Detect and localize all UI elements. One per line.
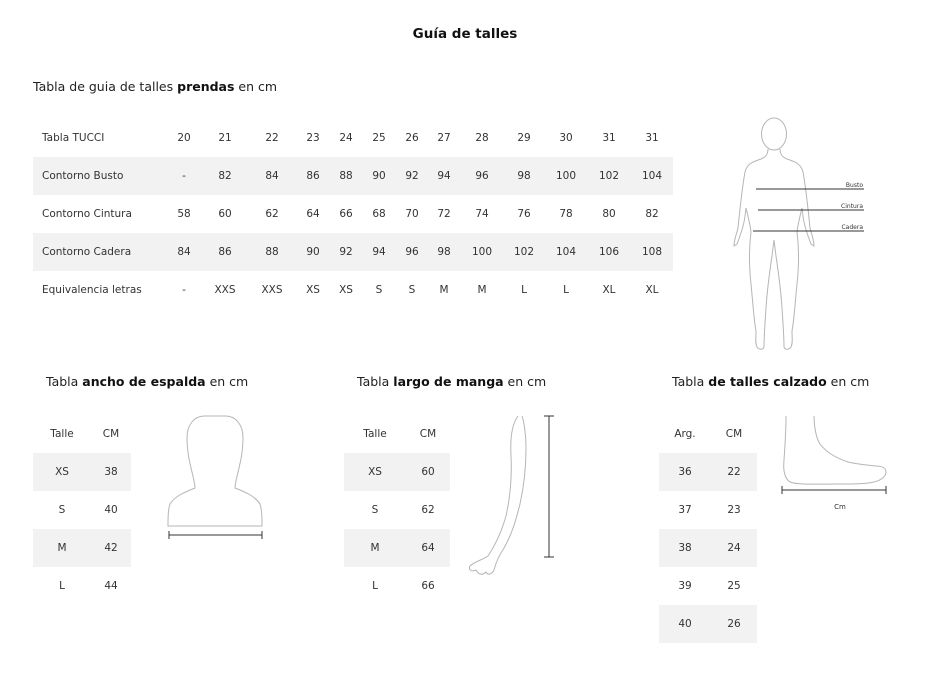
- table-cell: 88: [265, 246, 279, 258]
- table-cell: 82: [218, 170, 232, 182]
- table-cell: XXS: [214, 284, 236, 296]
- column-header: Talle: [50, 428, 74, 440]
- column-header: CM: [419, 428, 437, 440]
- garments-heading-prefix: Tabla de guia de talles: [33, 79, 178, 94]
- table-cell: 70: [405, 208, 419, 220]
- table-cell: S: [408, 284, 416, 296]
- table-cell: 31: [602, 132, 616, 144]
- body-outline-right: [774, 149, 814, 349]
- table-cell: 20: [177, 132, 191, 144]
- table-cell: XS: [55, 466, 69, 478]
- table-cell: 82: [645, 208, 659, 220]
- table-cell: 104: [641, 170, 663, 182]
- table-cell: 86: [218, 246, 232, 258]
- column-header: CM: [102, 428, 120, 440]
- table-cell: 37: [678, 504, 692, 516]
- shoulders-figure: [165, 412, 265, 542]
- table-cell: 22: [265, 132, 279, 144]
- foot-outline: [784, 416, 886, 484]
- table-cell: -: [182, 284, 186, 296]
- table-cell: XXS: [261, 284, 283, 296]
- table-cell: 30: [559, 132, 573, 144]
- table-cell: 38: [104, 466, 118, 478]
- table-row: [33, 233, 673, 271]
- shoe-sizes-heading-prefix: Tabla: [672, 374, 709, 389]
- shoe-sizes-table: [659, 415, 757, 643]
- table-cell: 25: [727, 580, 741, 592]
- table-cell: 27: [437, 132, 451, 144]
- arm-outline: [469, 416, 526, 574]
- table-cell: 96: [405, 246, 419, 258]
- table-cell: 40: [104, 504, 118, 516]
- table-cell: 60: [421, 466, 435, 478]
- table-row: [344, 567, 450, 605]
- table-cell: 68: [372, 208, 386, 220]
- table-cell: 40: [678, 618, 692, 630]
- shoe-sizes-heading-suffix: en cm: [826, 374, 870, 389]
- table-cell: 64: [306, 208, 320, 220]
- table-cell: 24: [727, 542, 741, 554]
- table-row: [659, 605, 757, 643]
- table-cell: XS: [306, 284, 320, 296]
- table-cell: 31: [645, 132, 659, 144]
- row-label: Contorno Cintura: [42, 208, 132, 220]
- table-cell: 94: [372, 246, 386, 258]
- table-cell: 90: [372, 170, 386, 182]
- table-cell: L: [372, 580, 378, 592]
- garments-heading-suffix: en cm: [234, 79, 278, 94]
- table-cell: S: [371, 504, 379, 516]
- table-cell: 98: [517, 170, 531, 182]
- table-header-row: [344, 415, 450, 453]
- table-row: [344, 491, 450, 529]
- shoe-sizes-heading-bold: de talles calzado: [708, 374, 827, 389]
- arm-figure: [466, 412, 566, 582]
- table-cell: 92: [405, 170, 419, 182]
- table-cell: 66: [339, 208, 353, 220]
- shoulders-outline: [168, 416, 262, 526]
- table-cell: 66: [421, 580, 435, 592]
- back-width-table: [33, 415, 131, 605]
- table-cell: 62: [265, 208, 279, 220]
- table-cell: 84: [177, 246, 191, 258]
- table-cell: 92: [339, 246, 353, 258]
- table-cell: 76: [517, 208, 531, 220]
- column-header: Arg.: [674, 428, 696, 440]
- table-cell: 23: [727, 504, 741, 516]
- table-cell: 23: [306, 132, 320, 144]
- garments-heading-bold: prendas: [177, 79, 235, 94]
- table-cell: 86: [306, 170, 320, 182]
- table-cell: L: [563, 284, 569, 296]
- row-label: Contorno Cadera: [42, 246, 132, 258]
- table-cell: 38: [678, 542, 692, 554]
- sleeve-length-table: [344, 415, 450, 605]
- table-cell: 28: [475, 132, 489, 144]
- table-cell: L: [521, 284, 527, 296]
- table-cell: S: [58, 504, 66, 516]
- row-label: Contorno Busto: [42, 170, 124, 182]
- table-row: [659, 529, 757, 567]
- table-row: [33, 491, 131, 529]
- back-width-heading-bold: ancho de espalda: [82, 374, 206, 389]
- row-label: Tabla TUCCI: [42, 132, 105, 144]
- bust-label: Busto: [845, 182, 863, 189]
- table-row: [344, 529, 450, 567]
- table-cell: XL: [602, 284, 616, 296]
- table-cell: 58: [177, 208, 191, 220]
- table-cell: 90: [306, 246, 320, 258]
- table-row: [33, 119, 673, 157]
- body-head: [762, 118, 787, 150]
- table-row: [659, 453, 757, 491]
- body-measurement-figure: [728, 116, 868, 354]
- sleeve-length-heading-bold: largo de manga: [393, 374, 504, 389]
- table-cell: -: [182, 170, 186, 182]
- table-cell: 22: [727, 466, 741, 478]
- table-cell: 104: [555, 246, 577, 258]
- table-cell: 26: [405, 132, 419, 144]
- table-cell: 100: [471, 246, 493, 258]
- table-cell: 44: [104, 580, 118, 592]
- shoe-sizes-heading: [672, 374, 869, 389]
- waist-label: Cintura: [841, 203, 863, 210]
- table-cell: L: [59, 580, 65, 592]
- table-cell: 62: [421, 504, 435, 516]
- table-cell: M: [370, 542, 380, 554]
- table-header-row: [659, 415, 757, 453]
- table-cell: 74: [475, 208, 489, 220]
- garment-size-table: [33, 119, 673, 309]
- table-cell: M: [477, 284, 487, 296]
- table-cell: 26: [727, 618, 741, 630]
- column-header: CM: [725, 428, 743, 440]
- table-row: [33, 529, 131, 567]
- table-cell: 102: [513, 246, 535, 258]
- sleeve-length-heading: [357, 374, 546, 389]
- back-width-heading-suffix: en cm: [205, 374, 249, 389]
- back-width-heading: [46, 374, 248, 389]
- foot-measure-label: Cm: [834, 503, 846, 511]
- table-cell: 42: [104, 542, 118, 554]
- table-cell: S: [375, 284, 383, 296]
- table-cell: 84: [265, 170, 279, 182]
- table-cell: 102: [598, 170, 620, 182]
- table-cell: XL: [645, 284, 659, 296]
- table-row: [33, 567, 131, 605]
- table-cell: 98: [437, 246, 451, 258]
- table-row: [344, 453, 450, 491]
- garments-heading: [33, 79, 277, 94]
- hip-label: Cadera: [841, 224, 863, 231]
- sleeve-length-heading-prefix: Tabla: [357, 374, 394, 389]
- table-row: [659, 567, 757, 605]
- table-cell: 100: [555, 170, 577, 182]
- table-cell: 64: [421, 542, 435, 554]
- table-cell: XS: [339, 284, 353, 296]
- table-cell: 96: [475, 170, 489, 182]
- table-cell: XS: [368, 466, 382, 478]
- table-cell: 25: [372, 132, 386, 144]
- table-cell: M: [57, 542, 67, 554]
- table-cell: 24: [339, 132, 353, 144]
- foot-figure: [778, 412, 890, 516]
- table-cell: 29: [517, 132, 531, 144]
- table-cell: 108: [641, 246, 663, 258]
- table-row: [33, 453, 131, 491]
- row-label: Equivalencia letras: [42, 284, 142, 296]
- table-cell: 72: [437, 208, 451, 220]
- table-cell: 106: [598, 246, 620, 258]
- table-header-row: [33, 415, 131, 453]
- body-outline-left: [734, 149, 774, 349]
- table-cell: 21: [218, 132, 232, 144]
- back-width-heading-prefix: Tabla: [46, 374, 83, 389]
- table-row: [33, 195, 673, 233]
- table-cell: 60: [218, 208, 232, 220]
- sleeve-length-heading-suffix: en cm: [503, 374, 547, 389]
- page-title: Guía de talles: [412, 26, 518, 42]
- table-cell: 94: [437, 170, 451, 182]
- table-row: [33, 157, 673, 195]
- table-cell: 80: [602, 208, 616, 220]
- table-cell: M: [439, 284, 449, 296]
- table-row: [659, 491, 757, 529]
- table-row: [33, 271, 673, 309]
- table-cell: 78: [559, 208, 573, 220]
- column-header: Talle: [363, 428, 387, 440]
- table-cell: 39: [678, 580, 692, 592]
- table-cell: 36: [678, 466, 692, 478]
- table-cell: 88: [339, 170, 353, 182]
